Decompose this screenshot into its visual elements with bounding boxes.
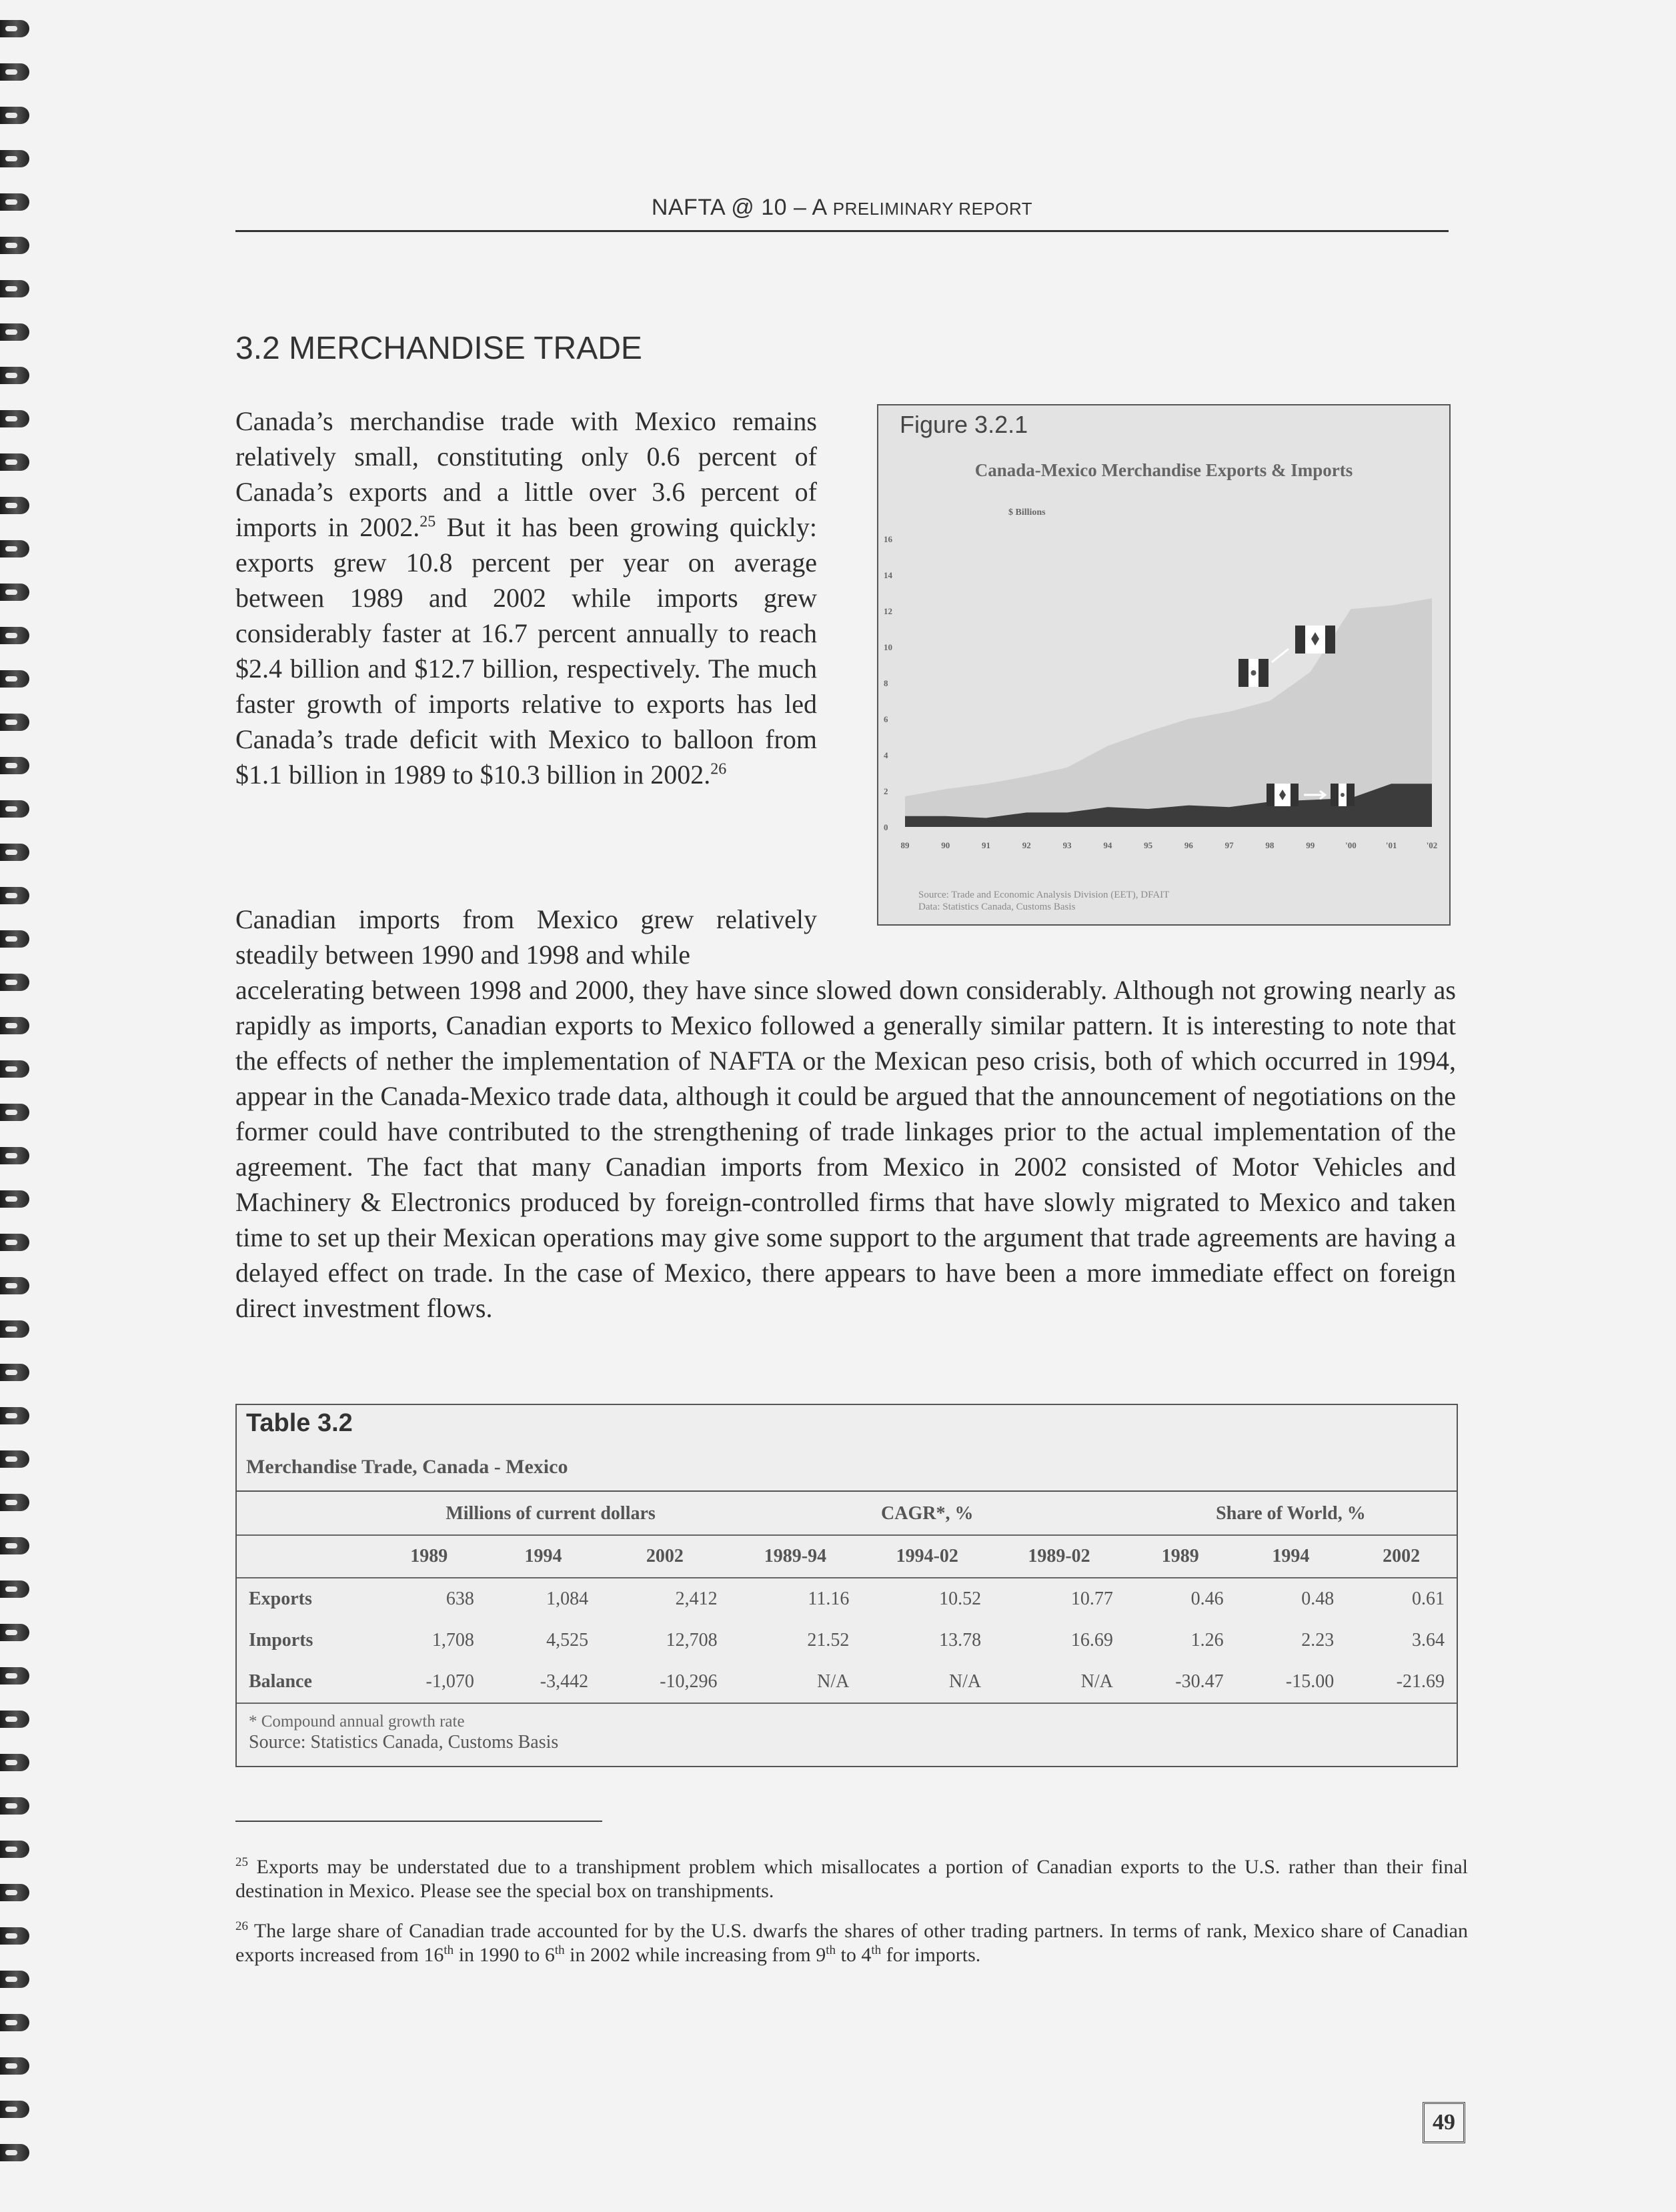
column-header: 1994 xyxy=(486,1535,600,1578)
binding-ring xyxy=(0,1407,29,1424)
x-tick-label: 99 xyxy=(1306,840,1315,850)
binding-ring xyxy=(0,974,29,991)
group-header: Share of World, % xyxy=(1125,1493,1457,1535)
binding-ring xyxy=(0,1147,29,1164)
x-tick-label: 97 xyxy=(1224,840,1234,850)
binding-ring xyxy=(0,323,29,341)
table-cell: -10,296 xyxy=(600,1661,729,1703)
binding-ring xyxy=(0,714,29,731)
table-label: Table 3.2 xyxy=(246,1409,353,1437)
table-cell: -3,442 xyxy=(486,1661,600,1703)
table-cell: 2.23 xyxy=(1301,1630,1335,1650)
binding-ring xyxy=(0,453,29,471)
column-header: 1994 xyxy=(1236,1535,1347,1578)
binding-ring xyxy=(0,1277,29,1294)
binding-ring xyxy=(0,1580,29,1598)
binding-ring xyxy=(0,930,29,948)
figure-source: Source: Trade and Economic Analysis Division (EET), DFAIT Data: Statistics Canada, Customs Basis xyxy=(918,890,1170,912)
binding-ring xyxy=(0,1754,29,1771)
binding-ring xyxy=(0,1104,29,1121)
footnote-ref-25: 25 xyxy=(420,513,436,531)
binding-ring xyxy=(0,367,29,384)
x-tick-label: '02 xyxy=(1426,840,1438,850)
footnote-26: $^{26}$ The large share of Canadian trade accounted for by the U.S. dwarfs the shares of other trading partners. In terms of rank, Mexico share of Canadian exports increased from 16th in 1990 to 6th in 2002 while increasing from 9th to 4th for imports. xyxy=(235,1919,1468,1966)
binding-ring xyxy=(0,280,29,297)
binding-ring xyxy=(0,1971,29,1988)
mexico-flag-small-icon xyxy=(1331,784,1355,806)
binding-ring xyxy=(0,150,29,167)
x-tick-label: 91 xyxy=(982,840,991,850)
binding-ring xyxy=(0,800,29,818)
binding-ring xyxy=(0,1190,29,1208)
binding-ring xyxy=(0,2057,29,2075)
x-tick-label: 93 xyxy=(1062,840,1072,850)
table-cell: 10.77 xyxy=(1070,1588,1113,1609)
table-cell: N/A xyxy=(993,1661,1125,1703)
binding-ring xyxy=(0,2101,29,2118)
table-cell: 638 xyxy=(446,1588,474,1609)
binding-ring xyxy=(0,1797,29,1815)
x-tick-label: '00 xyxy=(1345,840,1357,850)
x-tick-label: 90 xyxy=(941,840,950,850)
section-title: 3.2 MERCHANDISE TRADE xyxy=(235,331,642,366)
table-cell: 11.16 xyxy=(808,1588,850,1609)
table-cell: 21.52 xyxy=(807,1630,850,1650)
binding-ring xyxy=(0,2014,29,2031)
binding-ring xyxy=(0,1624,29,1641)
binding-ring xyxy=(0,1537,29,1554)
table-cell: 0.46 xyxy=(1190,1588,1224,1609)
figure-label: Figure 3.2.1 xyxy=(900,411,1028,438)
arrow-icon xyxy=(1272,649,1289,662)
binding-ring xyxy=(0,1927,29,1945)
group-header: CAGR*, % xyxy=(730,1493,1125,1535)
paragraph-2-continued: accelerating between 1998 and 2000, they have since slowed down considerably. Although not growing nearly as rapidly as imports, Canadian exports to Mexico followed a generally similar pattern. It is interesting to note that the effects of nether the implementation of NAFTA or the Mexican peso crisis, both of which occurred in 1994, appear in the Canada-Mexico trade data, although it could be argued that the announcement of negotiations on the former could have contributed to the strengthening of trade linkages prior to the actual implementation of the agreement. The fact that many Canadian imports from Mexico in 2002 consisted of Motor Vehicles and Machinery & Electronics produced by foreign-controlled firms that have slowly migrated to Mexico and taken time to set up their Mexican operations may give some support to the argument that trade agreements are having a delayed effect on trade. In the case of Mexico, there appears to have been a more immediate effect on foreign direct investment flows. xyxy=(235,975,1456,1323)
year-header-row xyxy=(237,1535,1457,1578)
binding-ring xyxy=(0,1364,29,1381)
mexico-flag-icon xyxy=(1238,659,1269,687)
table-cell: 1,084 xyxy=(546,1588,589,1609)
column-header: 1989-94 xyxy=(730,1535,862,1578)
column-header: 2002 xyxy=(600,1535,729,1578)
table-note: * Compound annual growth rate xyxy=(249,1713,465,1731)
x-tick-label: 95 xyxy=(1144,840,1153,850)
footnote-ref-26: 26 xyxy=(710,760,727,778)
x-tick-label: 96 xyxy=(1184,840,1193,850)
y-tick-label: 8 xyxy=(884,678,888,688)
binding-ring xyxy=(0,584,29,601)
table-cell: 0.61 xyxy=(1412,1588,1445,1609)
column-header: 1989 xyxy=(372,1535,486,1578)
binding-ring xyxy=(0,1017,29,1034)
binding-ring xyxy=(0,670,29,688)
table-cell: -15.00 xyxy=(1236,1661,1347,1703)
group-header: Millions of current dollars xyxy=(372,1493,730,1535)
binding-ring xyxy=(0,63,29,81)
binding-ring xyxy=(0,1234,29,1251)
table-cell: 13.78 xyxy=(939,1630,982,1650)
header-rule xyxy=(235,230,1449,232)
binding-ring xyxy=(0,1884,29,1901)
binding-ring xyxy=(0,20,29,37)
table-row xyxy=(237,1620,1457,1661)
binding-ring xyxy=(0,237,29,254)
binding-ring xyxy=(0,1667,29,1685)
table-cell: -21.69 xyxy=(1346,1661,1457,1703)
binding-ring xyxy=(0,887,29,904)
y-tick-label: 6 xyxy=(884,714,888,724)
table-cell: -1,070 xyxy=(372,1661,486,1703)
y-tick-label: 0 xyxy=(884,822,888,832)
binding-ring xyxy=(0,1450,29,1468)
canada-flag-icon xyxy=(1295,626,1335,654)
running-head: NAFTA @ 10 – A PRELIMINARY REPORT xyxy=(651,195,1033,220)
row-label: Imports xyxy=(249,1630,313,1650)
binding-ring xyxy=(0,107,29,124)
table-cell: 12,708 xyxy=(666,1630,718,1650)
binding-ring xyxy=(0,1711,29,1728)
x-tick-label: 92 xyxy=(1022,840,1031,850)
area-chart xyxy=(878,499,1449,886)
table-cell: 4,525 xyxy=(546,1630,589,1650)
row-label: Exports xyxy=(249,1588,312,1609)
binding-ring xyxy=(0,540,29,558)
binding-ring xyxy=(0,1060,29,1078)
table-rule xyxy=(237,1490,1457,1492)
x-tick-label: '01 xyxy=(1385,840,1397,850)
footnote-25: $^{25}$ Exports may be understated due to a transhipment problem which misallocates a portion of Canadian exports to the U.S. rather than their final destination in Mexico. Please see the special box on transhipments. xyxy=(235,1855,1468,1902)
binding-ring xyxy=(0,410,29,427)
binding-ring xyxy=(0,757,29,774)
table-cell: 10.52 xyxy=(939,1588,982,1609)
binding-ring xyxy=(0,627,29,644)
paragraph-2-start: Canadian imports from Mexico grew relatively steadily between 1990 and 1998 and while xyxy=(235,904,817,970)
table-cell: 0.48 xyxy=(1301,1588,1335,1609)
binding-ring xyxy=(0,193,29,211)
column-header: 2002 xyxy=(1346,1535,1457,1578)
paragraph-1: Canada’s merchandise trade with Mexico remains relatively small, constituting only 0.6 percent of Canada’s exports and a little over 3.6 percent of imports in 2002.25 But it has been growing quickly: exports grew 10.8 percent per year on average between 1989 and 2002 while imports grew considerably faster at 16.7 percent annually to reach $2.4 billion and $12.7 billion, respectively. The much faster growth of imports relative to exports has led Canada’s trade deficit with Mexico to balloon from $1.1 billion in 1989 to $10.3 billion in 2002.26 xyxy=(235,406,817,790)
footnote-rule xyxy=(235,1821,602,1822)
spiral-binding xyxy=(0,20,33,2194)
x-tick-label: 94 xyxy=(1103,840,1112,850)
y-tick-label: 16 xyxy=(884,534,892,544)
y-tick-label: 4 xyxy=(884,750,888,760)
y-tick-label: 14 xyxy=(884,570,892,580)
y-tick-label: 10 xyxy=(884,642,892,652)
binding-ring xyxy=(0,2144,29,2161)
trade-table xyxy=(237,1493,1457,1704)
table-cell: 3.64 xyxy=(1412,1630,1445,1650)
y-axis-label: $ Billions xyxy=(1008,507,1046,517)
table-cell: 2,412 xyxy=(675,1588,718,1609)
table-cell: N/A xyxy=(730,1661,862,1703)
page-number: 49 xyxy=(1423,2102,1465,2143)
table-cell: 16.69 xyxy=(1070,1630,1113,1650)
column-header: 1989 xyxy=(1125,1535,1236,1578)
table-title: Merchandise Trade, Canada - Mexico xyxy=(246,1456,568,1478)
y-tick-label: 12 xyxy=(884,606,892,616)
canada-flag-small-icon xyxy=(1267,784,1299,806)
x-tick-label: 89 xyxy=(900,840,910,850)
binding-ring xyxy=(0,1494,29,1511)
column-header: 1989-02 xyxy=(993,1535,1125,1578)
table-cell: N/A xyxy=(861,1661,993,1703)
column-header: 1994-02 xyxy=(861,1535,993,1578)
chart-title: Canada-Mexico Merchandise Exports & Imports xyxy=(974,460,1353,480)
y-tick-label: 2 xyxy=(884,786,888,796)
table-row xyxy=(237,1578,1457,1620)
table-3-2 xyxy=(235,1404,1458,1767)
binding-ring xyxy=(0,497,29,514)
table-cell: 1,708 xyxy=(432,1630,474,1650)
table-row xyxy=(237,1661,1457,1703)
row-label: Balance xyxy=(237,1661,372,1703)
binding-ring xyxy=(0,1320,29,1338)
figure-3-2-1 xyxy=(877,404,1451,926)
binding-ring xyxy=(0,844,29,861)
table-cell: -30.47 xyxy=(1125,1661,1236,1703)
x-tick-label: 98 xyxy=(1265,840,1275,850)
table-source: Source: Statistics Canada, Customs Basis xyxy=(249,1732,559,1753)
table-cell: 1.26 xyxy=(1190,1630,1224,1650)
binding-ring xyxy=(0,1841,29,1858)
group-header-row xyxy=(237,1493,1457,1535)
